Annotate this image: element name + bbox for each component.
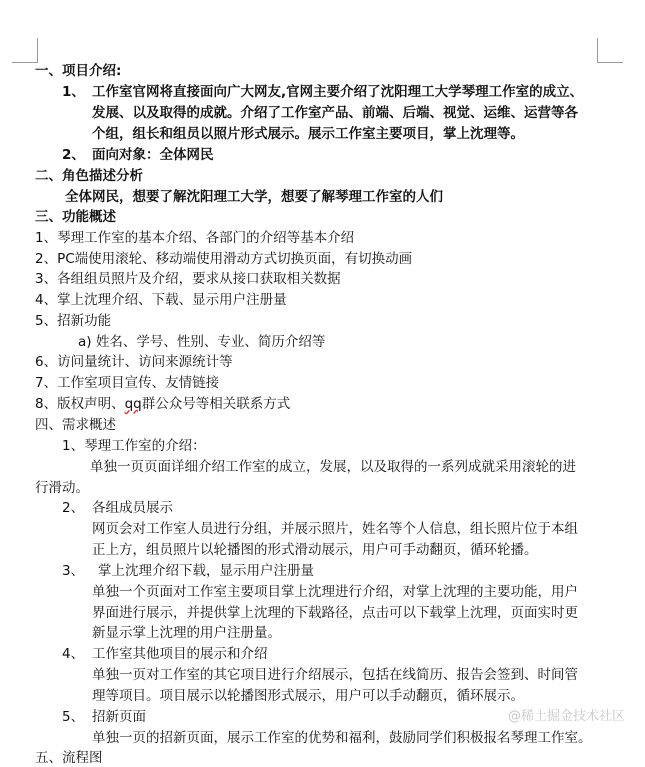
list-item: 2、PC端使用滚轮、移动端使用滑动方式切换页面，有切换动画 bbox=[35, 251, 413, 267]
paragraph-line: 个组，组长和组员以照片形式展示。展示工作室主要项目，掌上沈理等。 bbox=[92, 126, 524, 142]
watermark: @稀土掘金技术社区 bbox=[507, 709, 625, 724]
list-number: 2、 bbox=[62, 500, 85, 516]
margin-mark-right-h bbox=[597, 62, 623, 63]
margin-mark-left bbox=[37, 38, 38, 62]
paragraph-line: 全体网民，想要了解沈阳理工大学，想要了解琴理工作室的人们 bbox=[65, 189, 443, 205]
paragraph-line: 发展、以及取得的成就。介绍了工作室产品、前端、后端、视觉、运维、运营等各 bbox=[92, 105, 578, 121]
list-number: 5、 bbox=[62, 709, 85, 725]
heading-5: 五、流程图 bbox=[35, 750, 103, 766]
sub-list-item: a) 姓名、学号、性别、专业、简历介绍等 bbox=[78, 334, 326, 350]
paragraph-line: 新显示掌上沈理的用户注册量。 bbox=[92, 625, 281, 641]
paragraph-line: 行滑动。 bbox=[35, 480, 89, 496]
spell-error-text: qq bbox=[124, 396, 142, 412]
heading-4: 四、需求概述 bbox=[35, 417, 116, 433]
sub-heading: 工作室其他项目的展示和介绍 bbox=[92, 646, 268, 662]
sub-heading: 掌上沈理介绍下载，显示用户注册量 bbox=[98, 563, 314, 579]
text: 8、版权声明、 bbox=[35, 396, 125, 412]
heading-2: 二、角色描述分析 bbox=[35, 168, 143, 184]
list-item: 1、琴理工作室的基本介绍、各部门的介绍等基本介绍 bbox=[35, 230, 355, 246]
list-number: 4、 bbox=[62, 646, 85, 662]
paragraph-line: 单独一页的招新页面，展示工作室的优势和福利，鼓励同学们积极报名琴理工作室。 bbox=[92, 730, 592, 746]
margin-mark-right bbox=[597, 38, 598, 62]
sub-heading: 1、琴理工作室的介绍： bbox=[62, 438, 206, 454]
heading-3: 三、功能概述 bbox=[35, 209, 116, 225]
list-item: 5、招新功能 bbox=[35, 313, 112, 329]
paragraph-line: 界面进行展示，并提供掌上沈理的下载路径，点击可以下载掌上沈理，页面实时更 bbox=[92, 605, 578, 621]
list-number: 2、 bbox=[62, 147, 85, 163]
paragraph-line: 单独一个页面对工作室主要项目掌上沈理进行介绍，对掌上沈理的主要功能，用户 bbox=[92, 584, 578, 600]
list-item: 7、工作室项目宣传、友情链接 bbox=[35, 375, 220, 391]
list-item: 6、访问量统计、访问来源统计等 bbox=[35, 354, 233, 370]
list-number: 1、 bbox=[62, 84, 85, 100]
text: 群公众号等相关联系方式 bbox=[141, 396, 291, 412]
paragraph-line: 网页会对工作室人员进行分组，并展示照片，姓名等个人信息，组长照片位于本组 bbox=[92, 521, 578, 537]
list-item: 3、各组组员照片及介绍，要求从接口获取相关数据 bbox=[35, 271, 341, 287]
list-item bbox=[35, 395, 290, 413]
paragraph-line: 单独一页页面详细介绍工作室的成立，发展，以及取得的一系列成就采用滚轮的进 bbox=[90, 459, 576, 475]
sub-heading: 招新页面 bbox=[92, 709, 146, 725]
paragraph-line: 工作室官网将直接面向广大网友,官网主要介绍了沈阳理工大学琴理工作室的成立、 bbox=[92, 84, 584, 100]
paragraph-line: 正上方，组员照片以轮播图的形式滑动展示，用户可手动翻页，循环轮播。 bbox=[92, 542, 538, 558]
paragraph-line: 理等项目。项目展示以轮播图形式展示，用户可以手动翻页，循环展示。 bbox=[92, 688, 524, 704]
sub-heading: 各组成员展示 bbox=[92, 500, 173, 516]
paragraph-line: 单独一页对工作室的其它项目进行介绍展示，包括在线简历、报告会签到、时间管 bbox=[92, 667, 578, 683]
list-number: 3、 bbox=[62, 563, 85, 579]
paragraph-line: 面向对象：全体网民 bbox=[92, 147, 214, 163]
heading-1: 一、项目介绍: bbox=[35, 63, 122, 79]
list-item: 4、掌上沈理介绍、下载、显示用户注册量 bbox=[35, 292, 287, 308]
